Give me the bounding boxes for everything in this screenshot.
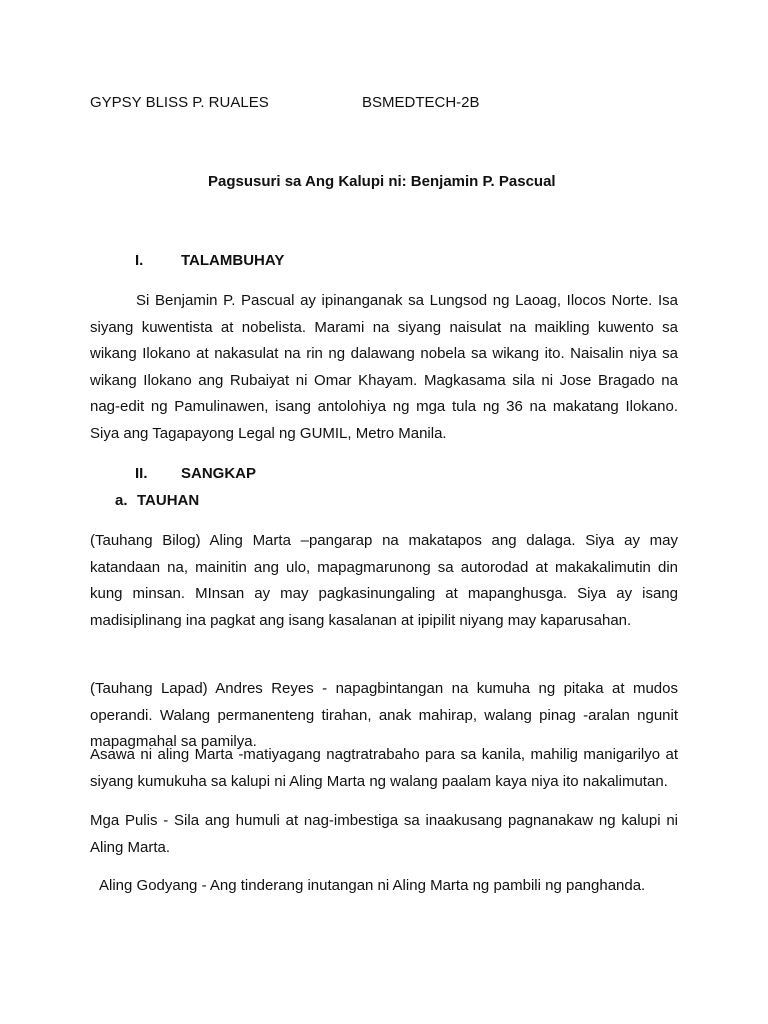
- paragraph-line: siyang kumukuha sa kalupi ni Aling Marta ng walang paalam kaya niya ito nakalimutan.: [90, 772, 668, 790]
- section-2-heading: SANGKAP: [181, 465, 257, 482]
- paragraph-line: madisiplinang ina pagkat ang isang kasalanan at ipipilit niyang may kaparusahan.: [90, 611, 632, 629]
- paragraph-line: (Tauhang Lapad) Andres Reyes - napagbintangan na kumuha ng pitaka at mudos: [90, 680, 678, 697]
- paragraph-line: operandi. Walang permanenteng tirahan, anak mahirap, walang pinag -aralan ngunit: [90, 706, 678, 724]
- tauhan-paragraph-4: [90, 808, 678, 861]
- paragraph-line: mapagmahal sa pamilya.: [90, 733, 257, 751]
- author-name: GYPSY BLISS P. RUALES: [90, 94, 269, 111]
- section-2-numeral: II.: [135, 465, 148, 482]
- paragraph-line: Siya ang Tagapayong Legal ng GUMIL, Metro Manila.: [90, 424, 447, 442]
- section-1-heading: TALAMBUHAY: [181, 252, 285, 269]
- paragraph-line: Si Benjamin P. Pascual ay ipinanganak sa Lungsod ng Laoag, Ilocos Norte. Isa: [136, 292, 678, 309]
- section-1-numeral: I.: [135, 252, 144, 269]
- document-title: Pagsusuri sa Ang Kalupi ni: Benjamin P. Pascual: [208, 173, 556, 190]
- tauhan-paragraph-1: [90, 528, 678, 634]
- paragraph-line: wikang Ilokano ang Rubaiyat ni Omar Khayam. Magkasama sila ni Jose Bragado na: [90, 371, 678, 389]
- tauhan-paragraph-5: Aling Godyang - Ang tinderang inutangan ni Aling Marta ng pambili ng panghanda.: [99, 877, 646, 894]
- tauhan-paragraph-3: [90, 742, 678, 795]
- paragraph-line: kung minsan. MInsan ay may pagkasinungaling at mapanghusga. Siya ay isang: [90, 585, 678, 603]
- paragraph-line: siyang kuwentista at nobelista. Marami na siyang naisulat na maikling kuwento sa: [90, 318, 678, 336]
- paragraph-line: wikang Ilokano at nakasulat na rin ng dalawang nobela sa wikang ito. Naisalin niya sa: [90, 345, 678, 363]
- paragraph-line: katandaan na, mainitin ang ulo, mapagmarunong sa autorodad at makakalimutin din: [90, 558, 678, 576]
- talambuhay-paragraph: [90, 288, 678, 448]
- subsection-label: a.: [115, 492, 128, 509]
- paragraph-line: Asawa ni aling Marta -matiyagang nagtratrabaho para sa kanila, mahilig manigarilyo at: [90, 746, 678, 763]
- course-section: BSMEDTECH-2B: [362, 94, 480, 111]
- paragraph-line: Mga Pulis - Sila ang humuli at nag-imbestiga sa inaakusang pagnanakaw ng kalupi ni: [90, 812, 678, 829]
- paragraph-line: nag-edit ng Pamulinawen, isang antolohiya ng mga tula ng 36 na makatang Ilokano.: [90, 398, 678, 416]
- subsection-heading: TAUHAN: [137, 492, 200, 509]
- paragraph-line: Aling Marta.: [90, 838, 171, 856]
- paragraph-line: (Tauhang Bilog) Aling Marta –pangarap na makatapos ang dalaga. Siya ay may: [90, 532, 678, 549]
